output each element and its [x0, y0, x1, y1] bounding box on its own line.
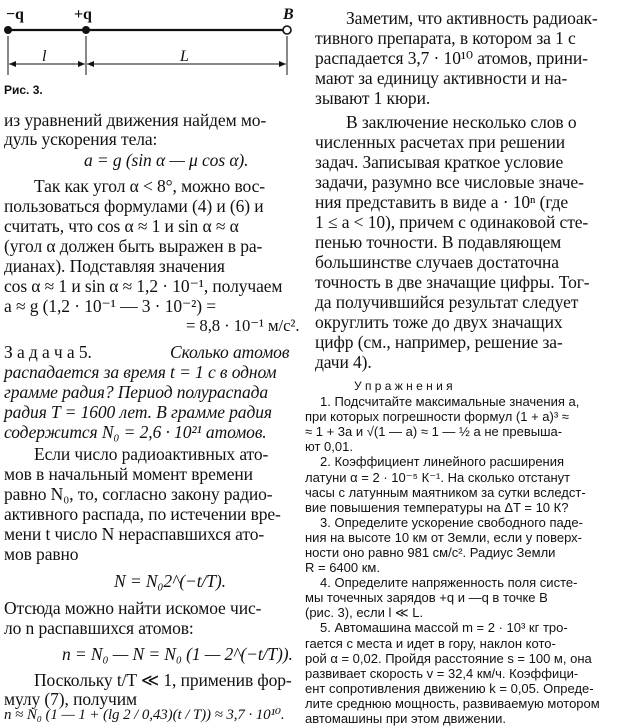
right-line-16: округлить тоже до двух значащих — [315, 312, 563, 332]
formula-a-estimate: a ≈ g (1,2 · 10⁻¹ — 3 · 10⁻²) = — [4, 296, 217, 316]
label-distance-l: l — [42, 48, 47, 65]
exercise-5-line-d: развивает скорость v = 32,4 км/ч. Коэффици- — [305, 665, 579, 681]
label-positive-q: +q — [74, 6, 92, 23]
exercise-2-line-b: латуни α = 2 · 10⁻⁵ К⁻¹. На сколько отстанут — [305, 469, 571, 485]
exercise-3-line-b: ния на высоте 10 км от Земли, если у поверх- — [305, 529, 582, 545]
exercise-3-line-a: 3. Определите ускорение свободного паде- — [320, 514, 583, 530]
exercise-2-line-d: вие повышения температуры на ΔT = 10 К? — [305, 499, 569, 515]
left-line-19: равно N₀, то, согласно закону радио- — [4, 484, 273, 504]
left-line-20: активного распада, по истечении вре- — [4, 504, 281, 524]
right-line-13: большинстве случаев достаточна — [315, 252, 559, 272]
arrow-l-left — [9, 61, 16, 67]
left-line-23: Отсюда можно найти искомое чис- — [4, 598, 262, 618]
right-line-10: ния представить в виде a · 10ⁿ (где — [315, 192, 569, 212]
right-line-06: В заключение несколько слов о — [346, 112, 577, 132]
left-line-22: мов равно — [4, 544, 79, 564]
negative-charge-dot — [4, 26, 12, 34]
exercise-5-line-g: автомашины при этом движении. — [305, 711, 506, 726]
arrow-L-left — [87, 61, 94, 67]
exercise-5-line-b: гается с места и идет в гору, наклон кото- — [305, 635, 556, 651]
task-5-line-1: Сколько атомов — [170, 342, 290, 362]
exercise-5-line-a: 5. Автомашина массой m = 2 · 10³ кг тро- — [320, 620, 568, 636]
task-5-line-2: распадается за время t = 1 c в одном — [4, 362, 277, 382]
right-line-14: точность в две значащие цифры. Тог- — [315, 272, 590, 292]
label-point-b: B — [283, 6, 294, 23]
exercise-1-line-b: при которых погрешности формул (1 + a)³ ≈ — [305, 409, 569, 425]
left-line-25: Поскольку t/T ≪ 1, применив фор- — [34, 670, 292, 690]
exercise-4-line-a: 4. Определите напряженность поля систе- — [320, 575, 578, 591]
right-line-08: задач. Записывая краткое условие — [315, 152, 564, 172]
positive-charge-dot — [82, 26, 90, 34]
exercise-2-line-c: часы с латунным маятником за сутки вследст- — [305, 484, 586, 500]
task-5-heading: З а д а ч а 5. — [4, 342, 92, 362]
left-line-05: пользоваться формулами (4) и (6) и — [4, 196, 264, 216]
right-line-12: пенью точности. В подавляющем — [315, 232, 562, 252]
formula-acceleration: a = g (sin α — μ cos α). — [84, 150, 249, 170]
right-line-03: распадается 3,7 · 10¹⁰ атомов, прини- — [315, 48, 588, 68]
left-line-07: (угол α должен быть выражен в ра- — [4, 236, 263, 256]
left-line-08: дианах). Подставляя значения — [4, 256, 225, 276]
right-line-11: 1 ≤ a < 10), причем с одинаковой сте- — [315, 212, 589, 232]
exercise-5-line-f: лите среднюю мощность, развиваемую мотором — [305, 695, 600, 711]
exercise-1-line-c: ≈ 1 + 3a и √(1 — a) ≈ 1 — ½ a не превыша- — [305, 424, 563, 440]
right-line-09: задачи, разумно все числовые значе- — [315, 172, 584, 192]
right-line-05: зывают 1 кюри. — [315, 88, 431, 108]
right-line-01: Заметим, что активность радиоак- — [346, 8, 598, 28]
label-negative-q: −q — [6, 6, 24, 23]
formula-a-result: = 8,8 · 10⁻¹ м/с². — [186, 316, 300, 335]
label-distance-L: L — [180, 48, 189, 65]
left-line-17: Если число радиоактивных ато- — [34, 444, 269, 464]
exercise-3-line-c: ности оно равно 981 см/с². Радиус Земли — [305, 545, 556, 560]
left-line-26: мулу (7), получим — [4, 689, 137, 709]
right-line-07: численных расчетах при решении — [315, 132, 566, 152]
right-line-04: мают за единицу активности и на- — [315, 68, 568, 88]
right-line-15: да получившийся результат следует — [315, 292, 579, 312]
task-5-line-4: радия T = 1600 лет. В грамме радия — [4, 402, 272, 422]
right-line-17: цифр (см., например, решение за- — [315, 332, 563, 352]
formula-decayed-atoms: n = N₀ — N = N₀ (1 — 2^(−t/T)). — [62, 644, 293, 664]
figure-caption: Рис. 3. — [4, 83, 43, 97]
left-line-02: дуль ускорения тела: — [4, 129, 158, 149]
point-b-circle — [283, 26, 291, 34]
task-5-line-3: грамме радия? Период полураспада — [4, 382, 268, 402]
left-line-24: ло n распавшихся атомов: — [4, 618, 194, 638]
arrow-l-right — [78, 61, 85, 67]
exercises-title: У п р а ж н е н и я — [354, 379, 453, 393]
exercise-5-line-c: рой α = 0,02. Пройдя расстояние s = 100 м, она — [305, 650, 592, 666]
exercise-4-line-c: (рис. 3), если l ≪ L. — [305, 605, 424, 621]
left-line-21: мени t число N нераспавшихся ато- — [4, 524, 265, 544]
exercise-2-line-a: 2. Коэффициент линейного расширения — [320, 454, 565, 470]
left-line-04: Так как угол α < 8°, можно вос- — [34, 176, 265, 196]
left-line-09: cos α ≈ 1 и sin α ≈ 1,2 · 10⁻¹, получаем — [4, 276, 283, 296]
arrow-L-right — [279, 61, 286, 67]
exercise-3-line-d: R = 6400 км. — [305, 560, 380, 576]
formula-final-estimate: n ≈ N₀ (1 — 1 + (lg 2 / 0,43)(t / T)) ≈ 3,7 · 10¹⁰. — [4, 707, 285, 723]
exercise-5-line-e: ент сопротивления движению k = 0,05. Опреде- — [305, 680, 594, 696]
left-line-01: из уравнений движения найдем мо- — [4, 110, 267, 130]
formula-decay-law: N = N₀2^(−t/T). — [114, 571, 226, 591]
exercise-1-line-d: ют 0,01. — [305, 439, 353, 455]
right-line-18: дачи 4). — [315, 352, 372, 372]
right-line-02: тивного препарата, в котором за 1 с — [315, 28, 576, 48]
left-line-18: мов в начальный момент времени — [4, 464, 253, 484]
exercise-4-line-b: мы точечных зарядов +q и —q в точке B — [305, 590, 548, 606]
left-line-06: считать, что cos α ≈ 1 и sin α ≈ α — [4, 216, 239, 236]
exercise-1-line-a: 1. Подсчитайте максимальные значения a, — [320, 394, 580, 410]
task-5-line-5: содержится N₀ = 2,6 · 10²¹ атомов. — [4, 422, 267, 442]
